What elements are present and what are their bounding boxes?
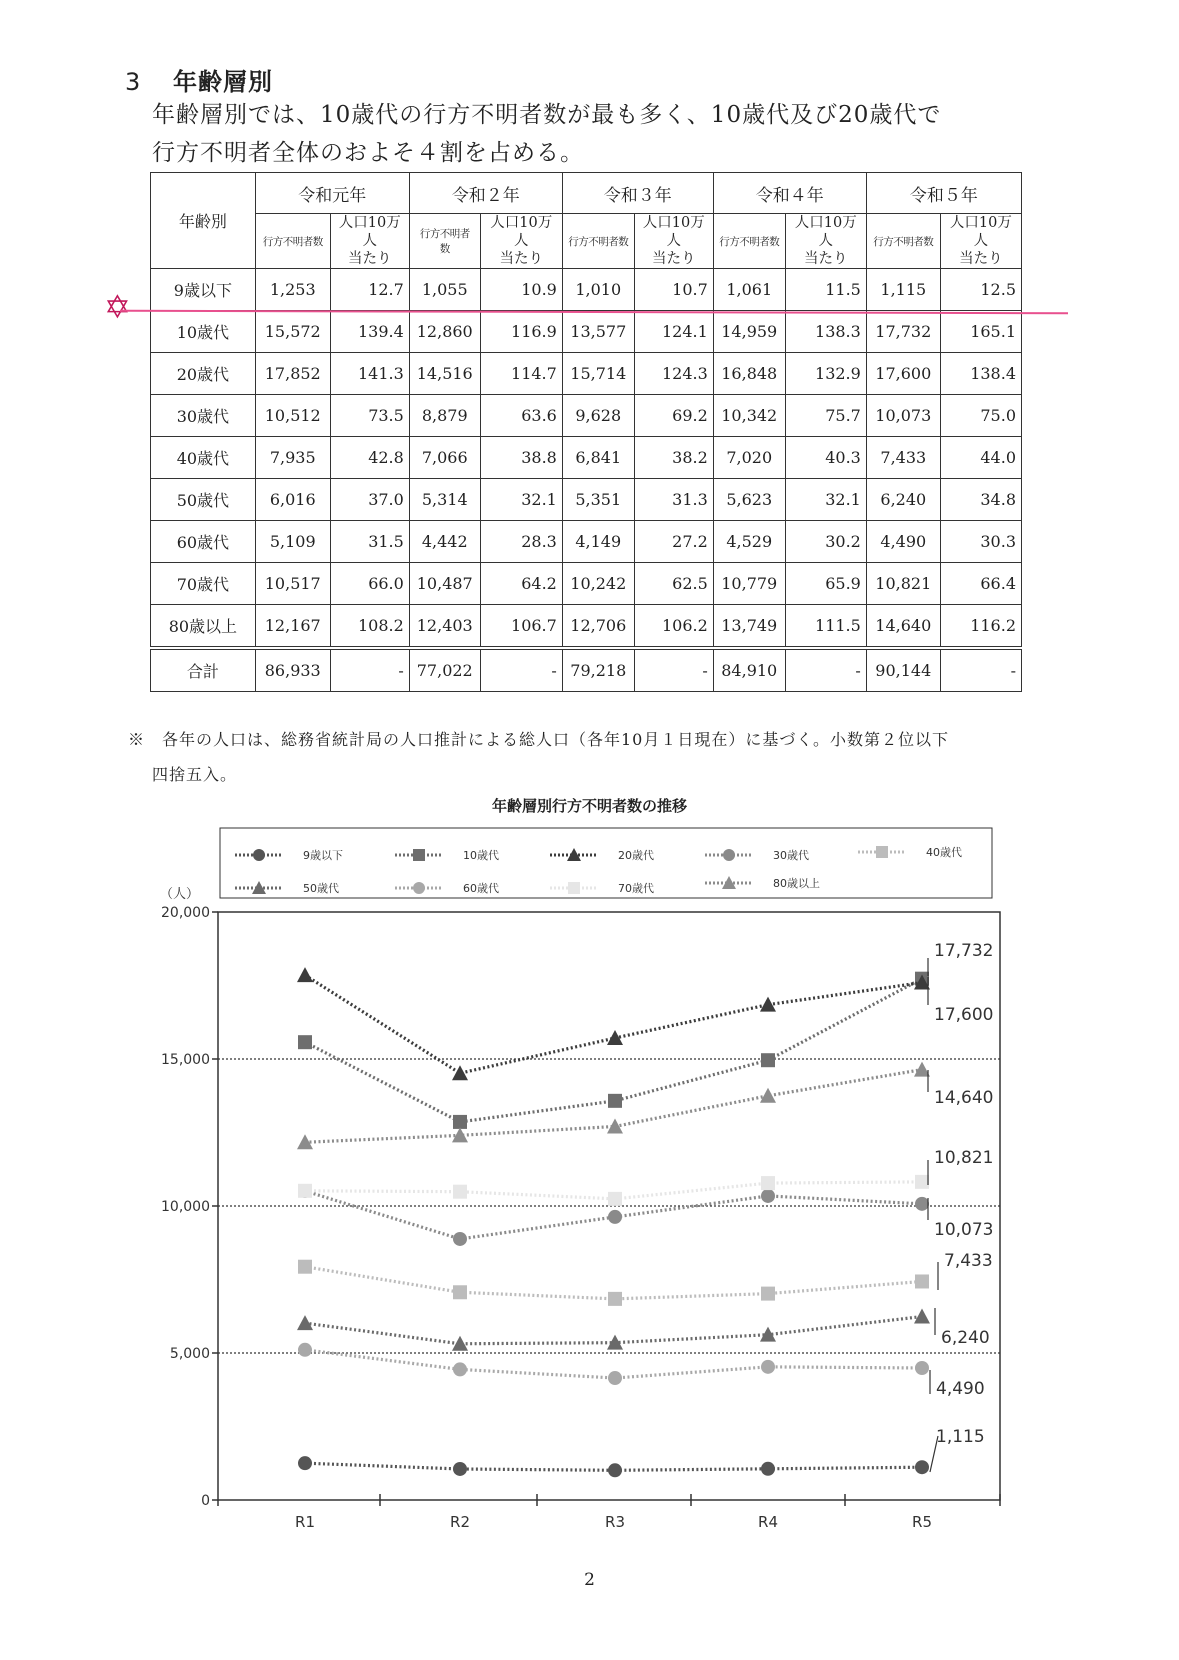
count-cell: 10,073 (866, 395, 940, 437)
rate-cell: - (785, 648, 866, 692)
year-header: 令和２年 (409, 173, 562, 214)
count-cell: 4,490 (866, 521, 940, 563)
count-subheader: 行方不明者数 (255, 214, 330, 269)
value-annotation: 17,600 (934, 1005, 994, 1025)
data-point (453, 1462, 467, 1476)
rate-cell: - (940, 648, 1021, 692)
count-cell: 84,910 (713, 648, 785, 692)
count-cell: 6,016 (255, 479, 330, 521)
rate-cell: 106.2 (634, 605, 713, 649)
rate-cell: 111.5 (785, 605, 866, 649)
legend-marker (568, 882, 580, 894)
value-annotation: 10,073 (934, 1220, 994, 1240)
row-label: 合計 (151, 648, 256, 692)
data-point (760, 1088, 776, 1103)
rate-cell: 34.8 (940, 479, 1021, 521)
rate-cell: 141.3 (330, 353, 409, 395)
rate-subheader-line1: 人口10万人 (794, 215, 857, 249)
data-point (298, 1260, 312, 1274)
rate-cell: 65.9 (785, 563, 866, 605)
count-cell: 8,879 (409, 395, 480, 437)
x-tick-label: R3 (605, 1513, 625, 1531)
count-cell: 5,351 (562, 479, 634, 521)
count-cell: 79,218 (562, 648, 634, 692)
count-cell: 5,623 (713, 479, 785, 521)
row-label: 10歳代 (151, 311, 256, 353)
year-header: 令和５年 (866, 173, 1021, 214)
data-point (761, 1053, 775, 1067)
data-point (297, 967, 313, 982)
row-label: 80歳以上 (151, 605, 256, 649)
count-cell: 13,749 (713, 605, 785, 649)
count-cell: 7,020 (713, 437, 785, 479)
legend-label: 70歳代 (618, 882, 654, 895)
rate-cell: 30.2 (785, 521, 866, 563)
rate-cell: 165.1 (940, 311, 1021, 353)
count-cell: 10,821 (866, 563, 940, 605)
count-cell: 10,512 (255, 395, 330, 437)
rate-cell: 66.0 (330, 563, 409, 605)
rate-cell: 38.2 (634, 437, 713, 479)
y-tick-label: 5,000 (169, 1346, 210, 1362)
data-point (914, 1309, 930, 1324)
count-subheader: 行方不明者数 (409, 214, 480, 269)
legend-label: 9歳以下 (303, 849, 343, 862)
rate-cell: 139.4 (330, 311, 409, 353)
y-tick-label: 0 (201, 1493, 210, 1509)
value-annotation: 14,640 (934, 1088, 994, 1108)
x-tick-label: R4 (758, 1513, 778, 1531)
data-point (452, 1065, 468, 1080)
row-label: 50歳代 (151, 479, 256, 521)
data-point (453, 1115, 467, 1129)
rate-subheader-line2: 当たり (499, 251, 543, 267)
data-point (453, 1362, 467, 1376)
rate-cell: 10.7 (634, 269, 713, 311)
legend-label: 50歳代 (303, 882, 339, 895)
row-label: 30歳代 (151, 395, 256, 437)
rate-subheader-line1: 人口10万人 (949, 215, 1012, 249)
rate-cell: 12.5 (940, 269, 1021, 311)
count-cell: 15,714 (562, 353, 634, 395)
value-annotation: 10,821 (934, 1148, 994, 1168)
x-tick-label: R1 (295, 1513, 315, 1531)
rate-cell: 138.3 (785, 311, 866, 353)
value-annotation: 6,240 (941, 1328, 990, 1348)
count-cell: 14,959 (713, 311, 785, 353)
data-point (761, 1360, 775, 1374)
rate-subheader-line1: 人口10万人 (338, 215, 401, 249)
chart-title: 年齢層別行方不明者数の推移 (491, 797, 687, 815)
year-header: 令和３年 (562, 173, 713, 214)
year-header: 令和４年 (713, 173, 866, 214)
legend-marker (723, 849, 735, 861)
count-cell: 4,442 (409, 521, 480, 563)
count-cell: 10,342 (713, 395, 785, 437)
count-cell: 10,517 (255, 563, 330, 605)
rate-cell: 124.3 (634, 353, 713, 395)
data-point (453, 1285, 467, 1299)
data-point (915, 1460, 929, 1474)
value-annotation: 7,433 (944, 1251, 993, 1271)
legend-marker (253, 849, 265, 861)
rate-cell: 44.0 (940, 437, 1021, 479)
rate-cell: 42.8 (330, 437, 409, 479)
data-point (915, 1361, 929, 1375)
intro-line-1: 年齢層別では、10歳代の行方不明者数が最も多く、10歳代及び20歳代で (152, 102, 942, 128)
legend-label: 60歳代 (463, 882, 499, 895)
count-cell: 1,253 (255, 269, 330, 311)
count-cell: 10,242 (562, 563, 634, 605)
x-tick-label: R2 (450, 1513, 470, 1531)
rate-cell: 30.3 (940, 521, 1021, 563)
rate-cell: 32.1 (480, 479, 562, 521)
count-cell: 7,935 (255, 437, 330, 479)
rate-cell: 10.9 (480, 269, 562, 311)
count-cell: 14,640 (866, 605, 940, 649)
rate-cell: 114.7 (480, 353, 562, 395)
rate-cell: 31.5 (330, 521, 409, 563)
value-annotation: 4,490 (936, 1379, 985, 1399)
count-subheader: 行方不明者数 (562, 214, 634, 269)
data-point (608, 1292, 622, 1306)
rate-cell: - (480, 648, 562, 692)
rate-cell: 73.5 (330, 395, 409, 437)
star-mark: ✡ (104, 288, 131, 326)
data-point (453, 1185, 467, 1199)
rate-cell: 116.9 (480, 311, 562, 353)
count-cell: 17,600 (866, 353, 940, 395)
rate-cell: - (330, 648, 409, 692)
rate-subheader-line1: 人口10万人 (490, 215, 553, 249)
x-tick-label: R5 (912, 1513, 932, 1531)
note-line-2: 四捨五入。 (152, 765, 238, 784)
data-point (915, 1197, 929, 1211)
count-cell: 1,010 (562, 269, 634, 311)
data-point (298, 1035, 312, 1049)
count-cell: 10,779 (713, 563, 785, 605)
data-point (608, 1210, 622, 1224)
count-cell: 12,167 (255, 605, 330, 649)
count-cell: 15,572 (255, 311, 330, 353)
rate-subheader-line1: 人口10万人 (642, 215, 705, 249)
legend-label: 40歳代 (926, 846, 962, 859)
data-point (608, 1463, 622, 1477)
value-annotation: 1,115 (936, 1427, 985, 1447)
legend-label: 10歳代 (463, 849, 499, 862)
count-cell: 7,433 (866, 437, 940, 479)
corner-header: 年齢別 (151, 173, 256, 269)
data-point (761, 1189, 775, 1203)
section-title: 年齢層別 (173, 68, 273, 96)
count-cell: 4,529 (713, 521, 785, 563)
count-cell: 1,115 (866, 269, 940, 311)
rate-cell: 132.9 (785, 353, 866, 395)
row-label: 70歳代 (151, 563, 256, 605)
count-cell: 9,628 (562, 395, 634, 437)
row-label: 20歳代 (151, 353, 256, 395)
count-cell: 12,403 (409, 605, 480, 649)
count-cell: 6,841 (562, 437, 634, 479)
page-number: 2 (584, 1570, 595, 1590)
rate-cell: - (634, 648, 713, 692)
y-axis-label: （人） (160, 887, 200, 902)
count-cell: 4,149 (562, 521, 634, 563)
data-point (452, 1336, 468, 1351)
data-point (608, 1192, 622, 1206)
count-cell: 90,144 (866, 648, 940, 692)
rate-cell: 124.1 (634, 311, 713, 353)
data-point (453, 1232, 467, 1246)
legend-marker (413, 849, 425, 861)
data-point (761, 1176, 775, 1190)
rate-cell: 75.0 (940, 395, 1021, 437)
rate-cell: 11.5 (785, 269, 866, 311)
section-number: 3 (125, 68, 142, 96)
legend-marker (876, 846, 888, 858)
rate-cell: 106.7 (480, 605, 562, 649)
rate-cell: 37.0 (330, 479, 409, 521)
count-cell: 1,061 (713, 269, 785, 311)
count-cell: 16,848 (713, 353, 785, 395)
rate-cell: 63.6 (480, 395, 562, 437)
rate-subheader-line2: 当たり (959, 251, 1003, 267)
rate-cell: 69.2 (634, 395, 713, 437)
data-point (915, 1175, 929, 1189)
rate-cell: 116.2 (940, 605, 1021, 649)
count-cell: 86,933 (255, 648, 330, 692)
intro-line-2: 行方不明者全体のおよそ４割を占める。 (152, 140, 584, 166)
count-cell: 14,516 (409, 353, 480, 395)
data-point (915, 1274, 929, 1288)
count-subheader: 行方不明者数 (866, 214, 940, 269)
count-cell: 6,240 (866, 479, 940, 521)
rate-cell: 138.4 (940, 353, 1021, 395)
rate-cell: 62.5 (634, 563, 713, 605)
y-tick-label: 15,000 (161, 1052, 210, 1068)
series-line (305, 975, 922, 1073)
count-cell: 12,706 (562, 605, 634, 649)
row-label: 40歳代 (151, 437, 256, 479)
row-label: 9歳以下 (151, 269, 256, 311)
rate-cell: 32.1 (785, 479, 866, 521)
rate-cell: 75.7 (785, 395, 866, 437)
rate-cell: 31.3 (634, 479, 713, 521)
data-point (761, 1462, 775, 1476)
rate-cell: 27.2 (634, 521, 713, 563)
count-cell: 13,577 (562, 311, 634, 353)
value-annotation: 17,732 (934, 941, 994, 961)
rate-subheader-line2: 当たり (652, 251, 696, 267)
year-header: 令和元年 (255, 173, 409, 214)
y-tick-label: 20,000 (161, 905, 210, 921)
rate-cell: 38.8 (480, 437, 562, 479)
rate-cell: 12.7 (330, 269, 409, 311)
legend-label: 20歳代 (618, 849, 654, 862)
rate-cell: 66.4 (940, 563, 1021, 605)
count-cell: 10,487 (409, 563, 480, 605)
data-point (298, 1343, 312, 1357)
count-cell: 17,852 (255, 353, 330, 395)
count-cell: 5,109 (255, 521, 330, 563)
count-subheader: 行方不明者数 (713, 214, 785, 269)
data-point (298, 1456, 312, 1470)
count-cell: 17,732 (866, 311, 940, 353)
legend-label: 80歳以上 (773, 877, 820, 890)
rate-cell: 28.3 (480, 521, 562, 563)
rate-subheader-line2: 当たり (804, 251, 848, 267)
count-cell: 12,860 (409, 311, 480, 353)
data-point (761, 1287, 775, 1301)
rate-cell: 108.2 (330, 605, 409, 649)
data-point (608, 1371, 622, 1385)
y-tick-label: 10,000 (161, 1199, 210, 1215)
rate-cell: 64.2 (480, 563, 562, 605)
data-point (298, 1184, 312, 1198)
row-label: 60歳代 (151, 521, 256, 563)
rate-subheader-line2: 当たり (348, 251, 392, 267)
count-cell: 5,314 (409, 479, 480, 521)
count-cell: 7,066 (409, 437, 480, 479)
rate-cell: 40.3 (785, 437, 866, 479)
note-line-1: ※ 各年の人口は、総務省統計局の人口推計による総人口（各年10月１日現在）に基づく。小数第２位以下 (128, 730, 950, 749)
count-cell: 1,055 (409, 269, 480, 311)
legend-label: 30歳代 (773, 849, 809, 862)
data-point (608, 1094, 622, 1108)
legend-marker (413, 882, 425, 894)
count-cell: 77,022 (409, 648, 480, 692)
